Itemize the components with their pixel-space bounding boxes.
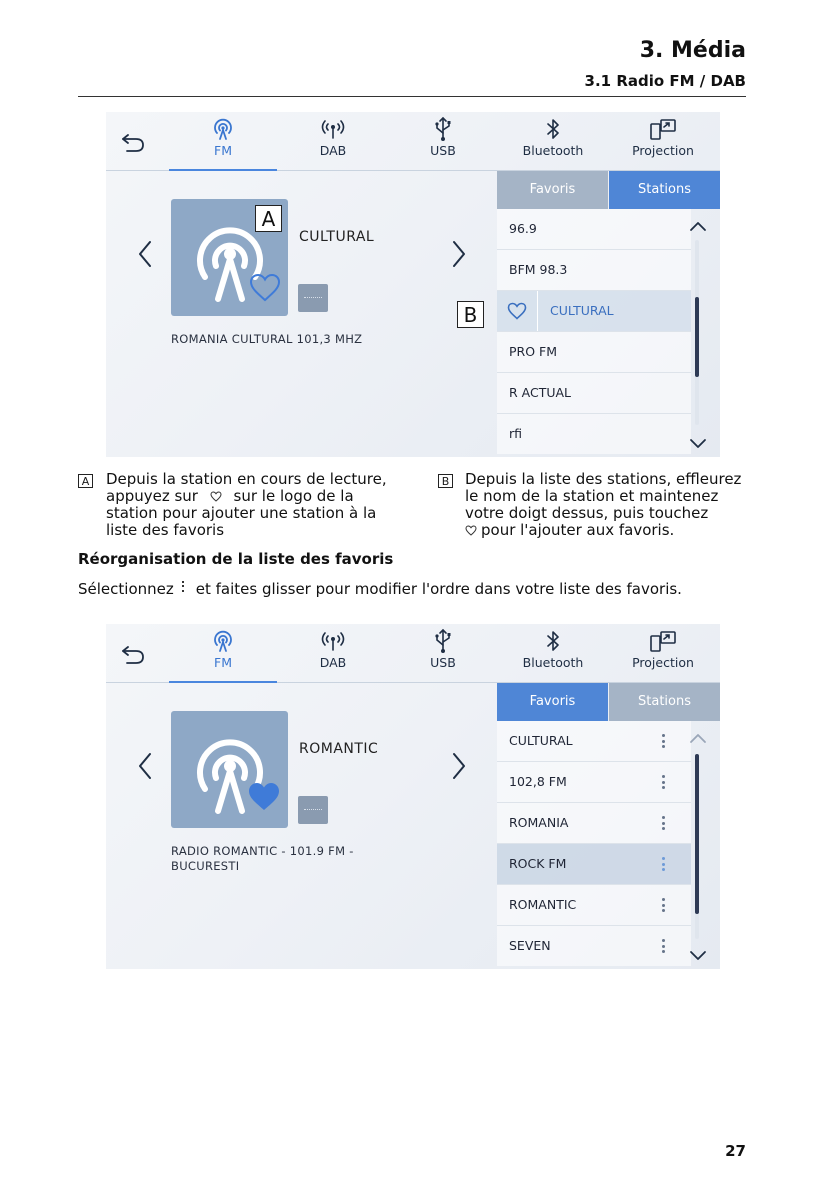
list-item[interactable]: [497, 885, 691, 926]
broadcast-icon: [320, 117, 346, 141]
chevron-right-icon: [448, 751, 468, 781]
tab-fm[interactable]: [171, 112, 275, 170]
tab-dab-label: DAB: [319, 655, 347, 670]
caption-b: [465, 471, 741, 539]
list-tabs: [497, 171, 720, 209]
tab-usb-label: USB: [430, 143, 456, 158]
tab-stations[interactable]: Stations: [609, 171, 720, 209]
instruction-part: Sélectionnez: [78, 580, 174, 598]
tab-bluetooth[interactable]: [501, 624, 605, 682]
usb-icon: [433, 116, 453, 142]
source-tab-bar: [106, 112, 720, 171]
tab-favorites[interactable]: Favoris: [497, 683, 608, 721]
back-button[interactable]: [120, 130, 150, 156]
station-name: CULTURAL: [299, 229, 375, 245]
tab-usb[interactable]: [391, 624, 495, 682]
tab-fm-label: FM: [214, 655, 232, 670]
caption-a-line: appuyez sur: [106, 487, 198, 505]
station-label: rfi: [509, 426, 523, 441]
list-item[interactable]: [497, 373, 691, 414]
station-label: R ACTUAL: [509, 385, 572, 400]
favorite-heart-filled-icon[interactable]: [247, 781, 281, 813]
caption-a-line: sur le logo de la: [233, 487, 354, 505]
station-label: CULTURAL: [550, 303, 614, 318]
station-label: ROMANIA: [509, 815, 569, 830]
heart-outline-icon: [210, 491, 222, 502]
caption-a: [106, 471, 387, 539]
station-info-line: BUCURESTI: [171, 859, 240, 873]
stations-list: [497, 209, 691, 454]
tab-bluetooth[interactable]: [501, 112, 605, 170]
tab-dab[interactable]: [281, 112, 385, 170]
station-artwork[interactable]: [171, 711, 288, 828]
list-item[interactable]: [497, 332, 691, 373]
list-item-selected[interactable]: [497, 291, 691, 332]
tab-favorites[interactable]: Favoris: [497, 171, 608, 209]
list-item[interactable]: [497, 414, 691, 454]
list-item[interactable]: [497, 209, 691, 250]
caption-a-label: A: [78, 474, 93, 488]
drag-handle-icon[interactable]: [662, 775, 665, 789]
caption-a-line: station pour ajouter une station à la: [106, 504, 377, 522]
scroll-down-icon[interactable]: [689, 950, 707, 962]
caption-b-line: le nom de la station et maintenez: [465, 487, 719, 505]
station-label: ROMANTIC: [509, 897, 577, 912]
station-info: [171, 844, 354, 874]
tab-stations[interactable]: Stations: [609, 683, 720, 721]
tab-projection[interactable]: [611, 624, 715, 682]
chevron-right-icon: [448, 239, 468, 269]
radio-screen-favorites: [106, 624, 720, 969]
tab-bluetooth-label: Bluetooth: [522, 143, 584, 158]
instruction-text: [78, 580, 682, 598]
station-label: 102,8 FM: [509, 774, 567, 789]
tab-fm[interactable]: [171, 624, 275, 682]
list-tabs: [497, 683, 720, 721]
waveform-button[interactable]: [298, 796, 328, 824]
tab-usb-label: USB: [430, 655, 456, 670]
section-title: 3.1 Radio FM / DAB: [584, 72, 746, 90]
chevron-left-icon: [136, 751, 156, 781]
tab-usb[interactable]: [391, 112, 495, 170]
tab-bluetooth-label: Bluetooth: [522, 655, 584, 670]
callout-b: B: [457, 301, 484, 328]
scroll-up-icon[interactable]: [689, 220, 707, 232]
back-arrow-icon: [120, 130, 150, 156]
header-divider: [78, 96, 746, 97]
projection-icon: [649, 117, 677, 141]
station-info: ROMANIA CULTURAL 101,3 MHZ: [171, 332, 363, 346]
station-name: ROMANTIC: [299, 741, 379, 757]
bluetooth-icon: [545, 117, 561, 141]
drag-handle-icon[interactable]: [662, 816, 665, 830]
scroll-down-icon[interactable]: [689, 438, 707, 450]
broadcast-icon: [320, 629, 346, 653]
heart-outline-icon: [465, 525, 477, 536]
page-number: 27: [725, 1142, 746, 1160]
projection-icon: [649, 629, 677, 653]
drag-handle-icon[interactable]: [662, 734, 665, 748]
back-button[interactable]: [120, 642, 150, 668]
source-tab-bar: [106, 624, 720, 683]
favorite-heart-icon[interactable]: [249, 273, 281, 303]
callout-a: A: [255, 205, 282, 232]
caption-a-line: liste des favoris: [106, 521, 225, 539]
drag-handle-icon[interactable]: [662, 939, 665, 953]
usb-icon: [433, 628, 453, 654]
tab-dab-label: DAB: [319, 143, 347, 158]
caption-b-line: votre doigt dessus, puis touchez: [465, 504, 709, 522]
caption-b-label: B: [438, 474, 453, 488]
scrollbar-thumb[interactable]: [695, 297, 699, 377]
station-info-line: RADIO ROMANTIC - 101.9 FM -: [171, 844, 354, 858]
scroll-up-icon[interactable]: [689, 732, 707, 744]
tab-projection-label: Projection: [632, 655, 694, 670]
radio-antenna-icon: [211, 629, 235, 653]
next-station-button[interactable]: [448, 239, 468, 269]
favorites-list: [497, 721, 691, 966]
heart-outline-icon[interactable]: [507, 302, 527, 320]
section-heading: Réorganisation de la liste des favoris: [78, 550, 394, 568]
instruction-part: et faites glisser pour modifier l'ordre dans votre liste des favoris.: [195, 580, 682, 598]
station-label: PRO FM: [509, 344, 558, 359]
chapter-title: 3. Média: [639, 38, 746, 63]
caption-b-line: Depuis la liste des stations, effleurez: [465, 470, 742, 488]
chevron-left-icon: [136, 239, 156, 269]
scrollbar-thumb[interactable]: [695, 754, 699, 914]
drag-handle-icon: [182, 581, 184, 595]
station-label: SEVEN: [509, 938, 551, 953]
list-item-dragging[interactable]: [497, 844, 691, 885]
list-item[interactable]: [497, 762, 691, 803]
previous-station-button[interactable]: [136, 751, 156, 781]
radio-antenna-icon: [211, 117, 235, 141]
caption-b-line: pour l'ajouter aux favoris.: [481, 521, 675, 539]
tab-projection-label: Projection: [632, 143, 694, 158]
list-item[interactable]: [497, 250, 691, 291]
station-label: BFM 98.3: [509, 262, 568, 277]
waveform-button[interactable]: [298, 284, 328, 312]
drag-handle-icon[interactable]: [662, 898, 665, 912]
list-item[interactable]: [497, 926, 691, 966]
list-item[interactable]: [497, 721, 691, 762]
next-station-button[interactable]: [448, 751, 468, 781]
caption-a-line: Depuis la station en cours de lecture,: [106, 470, 387, 488]
radio-screen-stations: [106, 112, 720, 457]
back-arrow-icon: [120, 642, 150, 668]
list-item[interactable]: [497, 803, 691, 844]
tab-projection[interactable]: [611, 112, 715, 170]
drag-handle-icon[interactable]: [662, 857, 665, 871]
station-label: 96.9: [509, 221, 537, 236]
tab-fm-label: FM: [214, 143, 232, 158]
station-label: ROCK FM: [509, 856, 567, 871]
bluetooth-icon: [545, 629, 561, 653]
previous-station-button[interactable]: [136, 239, 156, 269]
tab-dab[interactable]: [281, 624, 385, 682]
station-label: CULTURAL: [509, 733, 573, 748]
